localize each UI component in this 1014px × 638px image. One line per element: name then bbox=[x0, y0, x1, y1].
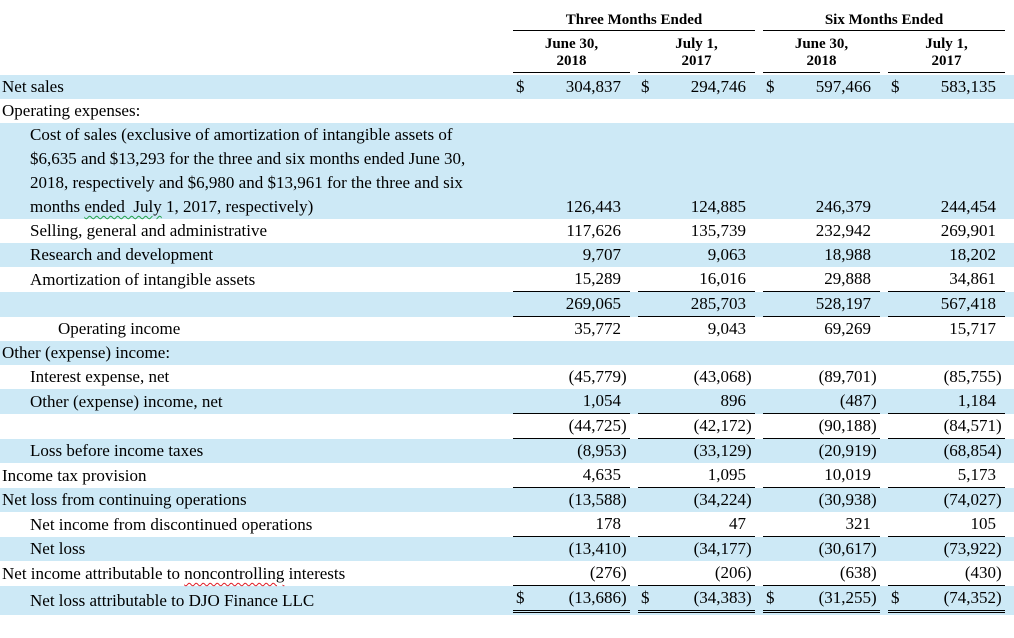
value-cell bbox=[638, 414, 755, 439]
value-number: (13,588 bbox=[568, 490, 621, 509]
row-label-text: Net loss attributable to DJO Finance LLC bbox=[30, 591, 315, 610]
value-cell bbox=[888, 267, 1005, 292]
value-cell bbox=[638, 512, 755, 537]
value-cell bbox=[513, 586, 630, 613]
value-cell bbox=[888, 439, 1005, 463]
table-row bbox=[0, 75, 1014, 99]
row-label bbox=[0, 464, 505, 488]
value-number: (34,177 bbox=[693, 539, 746, 558]
value-number: 9,043 bbox=[707, 319, 746, 338]
value-cell bbox=[888, 292, 1005, 317]
row-label bbox=[0, 219, 505, 243]
value-number: 18,988 bbox=[824, 245, 871, 264]
value-cell bbox=[763, 389, 880, 414]
row-label bbox=[0, 341, 505, 365]
table-row bbox=[0, 99, 1014, 123]
row-label-text: Research and development bbox=[30, 245, 214, 264]
value-number: (45,779 bbox=[568, 367, 621, 386]
row-label-text: Operating expenses: bbox=[2, 101, 141, 120]
table-row bbox=[0, 561, 1014, 586]
value-cell bbox=[888, 75, 1005, 99]
row-label-text: Cost of sales (exclusive of amortization of intangible assets of $6,635 and $13,293 for the three and six months ended June 30, 2018, respectively and $6,980 and $13,961 for the three and six months bbox=[30, 125, 470, 216]
row-label-text: Net income from discontinued operations bbox=[30, 515, 313, 534]
income-statement bbox=[0, 12, 1014, 615]
date-line2: 2018 bbox=[806, 53, 837, 69]
value-cell bbox=[763, 488, 880, 512]
value-number: 9,707 bbox=[582, 245, 621, 264]
value-cell bbox=[888, 219, 1005, 243]
table-row bbox=[0, 243, 1014, 267]
value-number: (8,953 bbox=[577, 441, 621, 460]
value-close-paren: ) bbox=[621, 588, 627, 607]
value-number: 4,635 bbox=[582, 465, 621, 484]
value-cell bbox=[888, 561, 1005, 586]
value-close-paren: ) bbox=[871, 563, 877, 582]
row-label-text: 1, 2017, respectively) bbox=[161, 197, 314, 216]
row-label bbox=[0, 317, 505, 341]
value-cell bbox=[888, 512, 1005, 537]
value-number: 583,135 bbox=[940, 77, 996, 96]
value-cell bbox=[513, 414, 630, 439]
value-cell bbox=[513, 389, 630, 414]
value-close-paren: ) bbox=[871, 539, 877, 558]
value-number: 285,703 bbox=[690, 294, 746, 313]
value-number: (42,172 bbox=[693, 416, 746, 435]
value-number: 10,019 bbox=[824, 465, 871, 484]
dollar-sign: $ bbox=[516, 77, 525, 96]
value-cell bbox=[763, 561, 880, 586]
value-cell bbox=[513, 512, 630, 537]
row-label-text: Net sales bbox=[2, 77, 64, 96]
row-label bbox=[0, 123, 505, 219]
table-row bbox=[0, 292, 1014, 317]
value-close-paren: ) bbox=[746, 588, 752, 607]
value-number: (30,617 bbox=[818, 539, 871, 558]
value-close-paren: ) bbox=[621, 490, 627, 509]
value-number: (430 bbox=[964, 563, 996, 582]
value-number: (90,188 bbox=[818, 416, 871, 435]
value-number: 16,016 bbox=[699, 269, 746, 288]
dollar-sign: $ bbox=[891, 588, 900, 607]
table-row bbox=[0, 365, 1014, 389]
row-label bbox=[0, 513, 505, 537]
value-cell bbox=[513, 195, 630, 219]
value-cell bbox=[513, 292, 630, 317]
value-close-paren: ) bbox=[996, 563, 1002, 582]
value-cell bbox=[513, 75, 630, 99]
value-cell bbox=[763, 586, 880, 613]
value-number: 896 bbox=[720, 391, 746, 410]
value-number: (73,922 bbox=[943, 539, 996, 558]
row-label bbox=[0, 365, 505, 389]
value-close-paren: ) bbox=[996, 367, 1002, 386]
value-close-paren: ) bbox=[871, 588, 877, 607]
value-close-paren: ) bbox=[746, 416, 752, 435]
date-line1: June 30, bbox=[544, 36, 599, 52]
dollar-sign: $ bbox=[891, 77, 900, 96]
row-label-text: Loss before income taxes bbox=[30, 441, 204, 460]
value-cell bbox=[638, 195, 755, 219]
value-cell bbox=[763, 195, 880, 219]
value-number: (43,068 bbox=[693, 367, 746, 386]
value-cell bbox=[888, 586, 1005, 613]
table-row bbox=[0, 389, 1014, 414]
value-number: 135,739 bbox=[690, 221, 746, 240]
row-label-text: Other (expense) income, net bbox=[30, 392, 223, 411]
col-group-label: Three Months Ended bbox=[565, 12, 703, 28]
value-number: (34,383 bbox=[693, 588, 746, 607]
value-cell bbox=[888, 243, 1005, 267]
table-row bbox=[0, 317, 1014, 341]
value-number: 29,888 bbox=[824, 269, 871, 288]
row-label-text: Interest expense, net bbox=[30, 367, 170, 386]
value-cell bbox=[888, 365, 1005, 389]
value-number: (68,854 bbox=[943, 441, 996, 460]
value-number: (84,571 bbox=[943, 416, 996, 435]
value-cell bbox=[763, 439, 880, 463]
row-label bbox=[0, 439, 505, 463]
col-group-three-months bbox=[513, 12, 755, 31]
dollar-sign: $ bbox=[766, 588, 775, 607]
row-label bbox=[0, 99, 505, 123]
value-cell bbox=[638, 586, 755, 613]
value-cell bbox=[513, 537, 630, 561]
value-cell bbox=[888, 389, 1005, 414]
value-number: (30,938 bbox=[818, 490, 871, 509]
date-line1: July 1, bbox=[675, 36, 718, 52]
value-number: 1,054 bbox=[582, 391, 621, 410]
value-cell bbox=[513, 439, 630, 463]
value-cell bbox=[638, 537, 755, 561]
table-row bbox=[0, 439, 1014, 463]
value-number: (13,410 bbox=[568, 539, 621, 558]
value-number: 269,901 bbox=[940, 221, 996, 240]
table-row bbox=[0, 219, 1014, 243]
value-number: 15,717 bbox=[949, 319, 996, 338]
value-cell bbox=[763, 317, 880, 341]
row-label-text: Net loss from continuing operations bbox=[2, 490, 247, 509]
value-cell bbox=[763, 463, 880, 488]
col-header-july-1-2017-ytd bbox=[888, 36, 1005, 73]
dollar-sign: $ bbox=[516, 588, 525, 607]
date-line2: 2017 bbox=[681, 53, 712, 69]
value-cell bbox=[638, 292, 755, 317]
value-close-paren: ) bbox=[621, 563, 627, 582]
date-line2: 2017 bbox=[931, 53, 962, 69]
value-close-paren: ) bbox=[996, 490, 1002, 509]
value-cell bbox=[763, 365, 880, 389]
value-close-paren: ) bbox=[871, 367, 877, 386]
table-row bbox=[0, 414, 1014, 439]
value-cell bbox=[638, 488, 755, 512]
value-cell bbox=[638, 267, 755, 292]
col-group-label: Six Months Ended bbox=[824, 12, 944, 28]
value-close-paren: ) bbox=[621, 539, 627, 558]
col-header-june-30-2018-ytd bbox=[763, 36, 880, 73]
value-cell bbox=[638, 75, 755, 99]
value-number: (34,224 bbox=[693, 490, 746, 509]
value-number: 269,065 bbox=[565, 294, 621, 313]
value-cell bbox=[888, 414, 1005, 439]
row-label bbox=[0, 390, 505, 414]
value-close-paren: ) bbox=[746, 367, 752, 386]
value-cell bbox=[638, 561, 755, 586]
value-number: 18,202 bbox=[949, 245, 996, 264]
dollar-sign: $ bbox=[766, 77, 775, 96]
row-label-text: Income tax provision bbox=[2, 466, 147, 485]
value-close-paren: ) bbox=[996, 416, 1002, 435]
row-label bbox=[0, 243, 505, 267]
spellcheck-green-squiggle: ended July bbox=[84, 197, 162, 216]
table-body bbox=[0, 75, 1014, 615]
row-label bbox=[0, 268, 505, 292]
value-cell bbox=[763, 75, 880, 99]
col-header-june-30-2018-q bbox=[513, 36, 630, 73]
value-number: (31,255 bbox=[818, 588, 871, 607]
value-number: 246,379 bbox=[815, 197, 871, 216]
value-cell bbox=[638, 317, 755, 341]
value-number: 47 bbox=[729, 514, 746, 533]
value-close-paren: ) bbox=[621, 367, 627, 386]
value-cell bbox=[513, 365, 630, 389]
value-cell bbox=[513, 317, 630, 341]
value-cell bbox=[638, 389, 755, 414]
value-number: 15,289 bbox=[574, 269, 621, 288]
value-cell bbox=[888, 195, 1005, 219]
row-label-text: Operating income bbox=[58, 319, 181, 338]
row-label-text: interests bbox=[284, 564, 346, 583]
value-close-paren: ) bbox=[621, 441, 627, 460]
value-number: 126,443 bbox=[565, 197, 621, 216]
value-close-paren: ) bbox=[746, 563, 752, 582]
value-close-paren: ) bbox=[996, 588, 1002, 607]
value-cell bbox=[763, 243, 880, 267]
table-row bbox=[0, 512, 1014, 537]
value-cell bbox=[763, 292, 880, 317]
value-number: 124,885 bbox=[690, 197, 746, 216]
value-number: 105 bbox=[970, 514, 996, 533]
date-header-row bbox=[0, 36, 1014, 73]
table-row bbox=[0, 267, 1014, 292]
value-number: 178 bbox=[595, 514, 621, 533]
row-label-text: Other (expense) income: bbox=[2, 343, 171, 362]
value-close-paren: ) bbox=[871, 416, 877, 435]
value-number: 1,095 bbox=[707, 465, 746, 484]
value-cell bbox=[763, 537, 880, 561]
table-row bbox=[0, 537, 1014, 561]
value-close-paren: ) bbox=[871, 441, 877, 460]
spellcheck-red-squiggle: noncontrolling bbox=[184, 564, 285, 583]
table-row bbox=[0, 123, 1014, 219]
row-label-text: Amortization of intangible assets bbox=[30, 270, 256, 289]
table-row bbox=[0, 341, 1014, 365]
value-number: 35,772 bbox=[574, 319, 621, 338]
value-cell bbox=[763, 267, 880, 292]
value-number: 9,063 bbox=[707, 245, 746, 264]
dollar-sign: $ bbox=[641, 588, 650, 607]
value-close-paren: ) bbox=[746, 441, 752, 460]
value-cell bbox=[763, 414, 880, 439]
value-number: 528,197 bbox=[815, 294, 871, 313]
row-label-text: Selling, general and administrative bbox=[30, 221, 267, 240]
value-number: 34,861 bbox=[949, 269, 996, 288]
table-row bbox=[0, 586, 1014, 615]
row-label bbox=[0, 75, 505, 99]
value-close-paren: ) bbox=[746, 539, 752, 558]
value-number: (33,129 bbox=[693, 441, 746, 460]
column-group-header-row bbox=[0, 12, 1014, 31]
date-line2: 2018 bbox=[556, 53, 587, 69]
value-number: (20,919 bbox=[818, 441, 871, 460]
value-cell bbox=[888, 537, 1005, 561]
value-cell bbox=[513, 488, 630, 512]
value-cell bbox=[638, 365, 755, 389]
value-cell bbox=[513, 561, 630, 586]
value-number: 244,454 bbox=[940, 197, 996, 216]
row-label bbox=[0, 537, 505, 561]
value-number: 69,269 bbox=[824, 319, 871, 338]
dollar-sign: $ bbox=[641, 77, 650, 96]
value-number: 5,173 bbox=[957, 465, 996, 484]
value-number: (74,352 bbox=[943, 588, 996, 607]
value-number: 294,746 bbox=[690, 77, 746, 96]
date-line1: July 1, bbox=[925, 36, 968, 52]
value-number: 321 bbox=[845, 514, 871, 533]
value-cell bbox=[513, 219, 630, 243]
row-label bbox=[0, 562, 505, 586]
value-cell bbox=[513, 463, 630, 488]
value-number: 232,942 bbox=[815, 221, 871, 240]
value-number: (89,701 bbox=[818, 367, 871, 386]
value-cell bbox=[638, 463, 755, 488]
value-cell bbox=[638, 243, 755, 267]
value-close-paren: ) bbox=[996, 539, 1002, 558]
value-number: (206 bbox=[714, 563, 746, 582]
value-close-paren: ) bbox=[871, 490, 877, 509]
value-number: 117,626 bbox=[566, 221, 621, 240]
value-close-paren: ) bbox=[871, 391, 877, 410]
value-number: (638 bbox=[839, 563, 871, 582]
value-cell bbox=[638, 219, 755, 243]
row-label bbox=[0, 488, 505, 512]
value-number: (44,725 bbox=[568, 416, 621, 435]
value-cell bbox=[513, 243, 630, 267]
value-number: 597,466 bbox=[815, 77, 871, 96]
table-row bbox=[0, 463, 1014, 488]
table-row bbox=[0, 488, 1014, 512]
value-close-paren: ) bbox=[996, 441, 1002, 460]
value-number: (276 bbox=[589, 563, 621, 582]
value-number: (13,686 bbox=[568, 588, 621, 607]
col-group-six-months bbox=[763, 12, 1005, 31]
value-cell bbox=[763, 219, 880, 243]
row-label bbox=[0, 589, 505, 613]
value-number: 1,184 bbox=[957, 391, 996, 410]
row-label-text: Net loss bbox=[30, 539, 86, 558]
value-cell bbox=[888, 463, 1005, 488]
value-cell bbox=[513, 267, 630, 292]
col-header-july-1-2017-q bbox=[638, 36, 755, 73]
value-cell bbox=[763, 512, 880, 537]
value-number: (74,027 bbox=[943, 490, 996, 509]
value-number: (85,755 bbox=[943, 367, 996, 386]
value-number: 304,837 bbox=[565, 77, 621, 96]
value-cell bbox=[888, 488, 1005, 512]
value-close-paren: ) bbox=[746, 490, 752, 509]
row-label-text: Net income attributable to bbox=[2, 564, 185, 583]
value-cell bbox=[888, 317, 1005, 341]
value-number: (487 bbox=[839, 391, 871, 410]
date-line1: June 30, bbox=[794, 36, 849, 52]
value-cell bbox=[638, 439, 755, 463]
value-number: 567,418 bbox=[940, 294, 996, 313]
value-close-paren: ) bbox=[621, 416, 627, 435]
